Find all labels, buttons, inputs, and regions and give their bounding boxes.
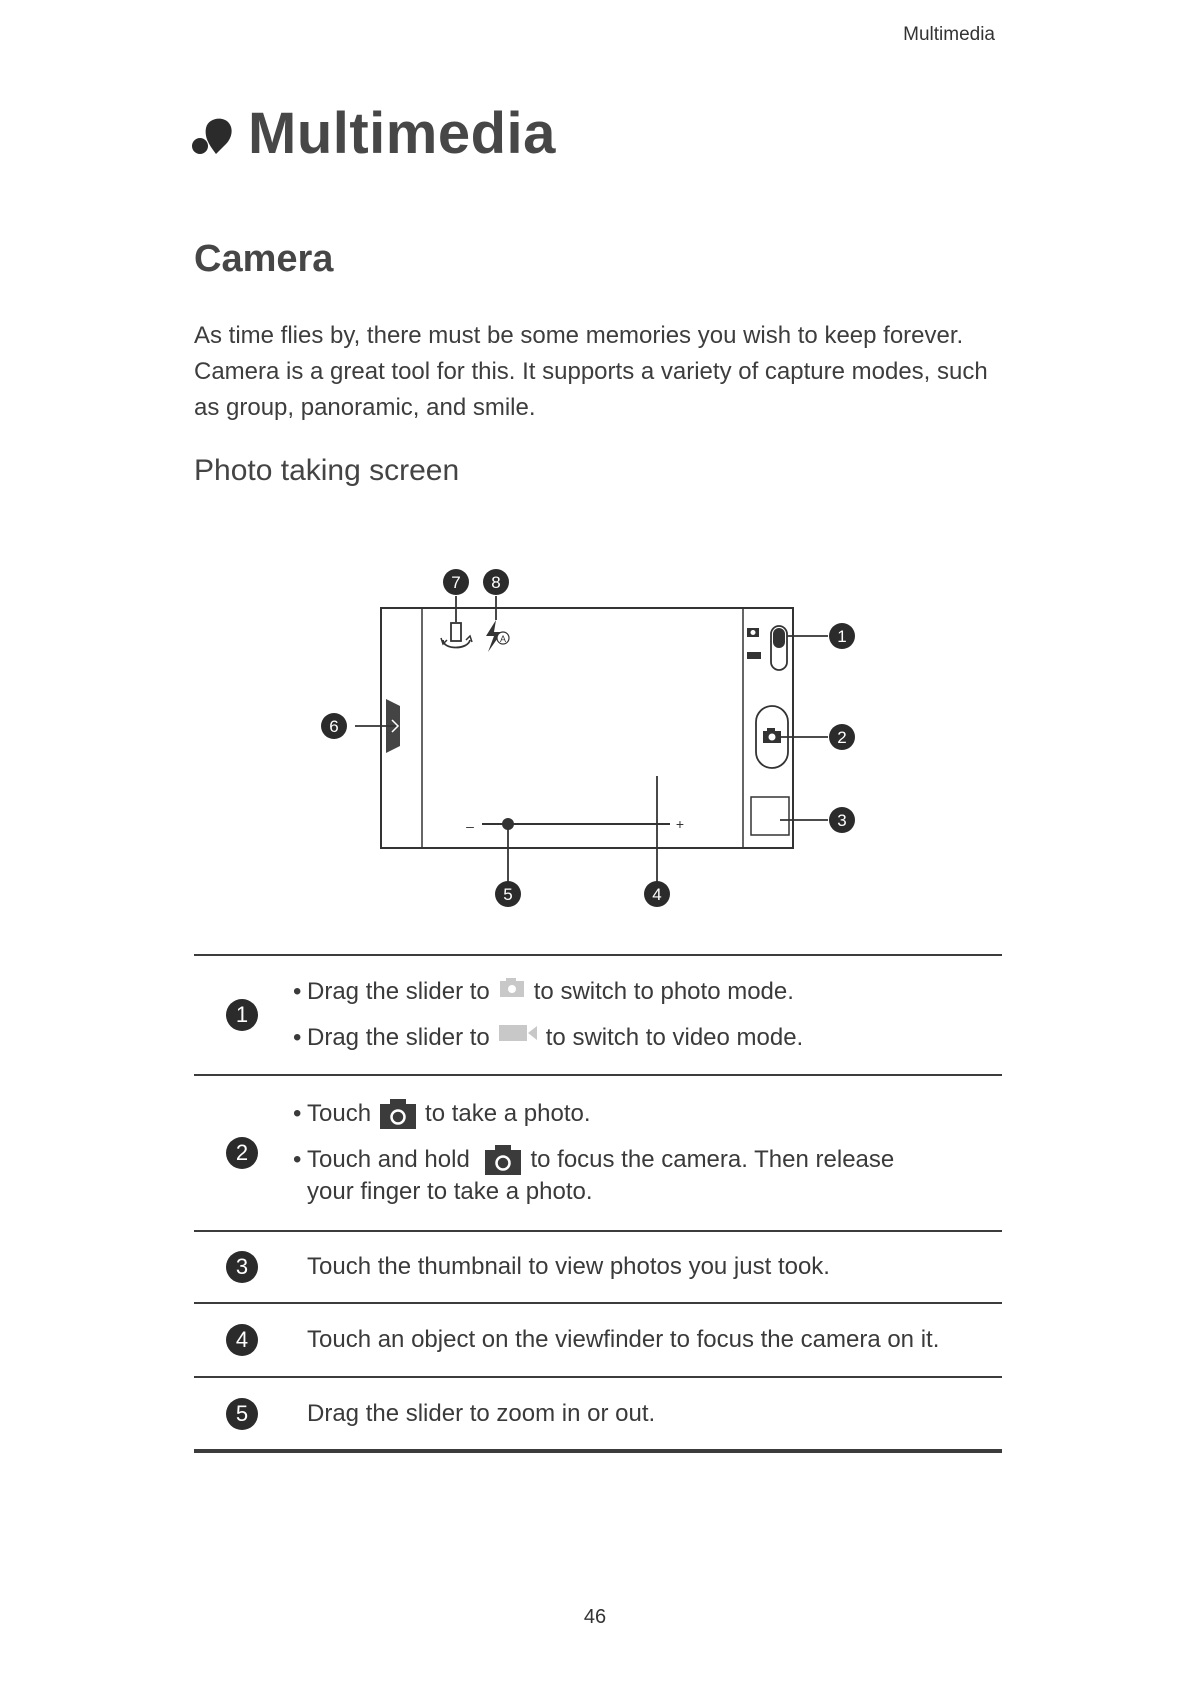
- music-note-icon: [188, 108, 240, 160]
- svg-text:A: A: [499, 634, 507, 644]
- list-item: • Drag the slider to to switch to video mode.: [293, 1024, 804, 1051]
- svg-text:6: 6: [329, 717, 339, 736]
- camera-icon: [498, 976, 526, 998]
- row-number-badge: 5: [226, 1398, 258, 1430]
- svg-text:3: 3: [837, 811, 847, 830]
- callout-7: [443, 569, 469, 595]
- list-item-text: Touch the thumbnail to view photos you just took.: [307, 1253, 830, 1280]
- callout-2: [829, 724, 855, 750]
- callout-8: [483, 569, 509, 595]
- callout-5: [495, 881, 521, 907]
- list-item: • Drag the slider to to switch to photo mode.: [293, 978, 794, 1005]
- legend-row: [194, 1231, 1002, 1303]
- callout-3: [829, 807, 855, 833]
- svg-text:1: 1: [837, 627, 847, 646]
- page-number: 46: [583, 1606, 607, 1628]
- legend-row: [194, 1075, 1002, 1231]
- list-item-text: Touch an object on the viewfinder to focus the camera on it.: [307, 1326, 940, 1353]
- chapter-title: Multimedia: [248, 101, 556, 166]
- subsection-title: Photo taking screen: [194, 454, 460, 487]
- svg-text:5: 5: [503, 885, 513, 904]
- chapter-heading: [188, 100, 556, 167]
- svg-text:2: 2: [837, 728, 847, 747]
- row-number-badge: 1: [226, 999, 258, 1031]
- row-number-badge: 4: [226, 1324, 258, 1356]
- shutter-camera-icon: [379, 1098, 417, 1130]
- row-number-badge: 2: [226, 1137, 258, 1169]
- running-header: Multimedia: [903, 24, 995, 45]
- svg-text:7: 7: [451, 573, 461, 592]
- legend-row: [194, 1303, 1002, 1377]
- thumbnail: [751, 797, 789, 835]
- video-camera-icon: [498, 1022, 538, 1044]
- callout-1: [829, 623, 855, 649]
- section-title: Camera: [194, 238, 334, 280]
- list-item-text: Drag the slider to zoom in or out.: [307, 1399, 656, 1427]
- legend-row: [194, 955, 1002, 1075]
- row-number-badge: 3: [226, 1251, 258, 1283]
- legend-table: [194, 954, 1002, 1453]
- photo-screen-diagram: [300, 556, 900, 916]
- list-item: • Touch to take a photo.: [293, 1098, 1002, 1130]
- svg-text:–: –: [466, 818, 474, 834]
- list-item: • Touch and hold to focus the camera. Then release your finger to take a photo.: [293, 1145, 895, 1206]
- shutter-camera-icon: [484, 1144, 522, 1176]
- callout-4: [644, 881, 670, 907]
- svg-text:+: +: [675, 816, 685, 832]
- intro-paragraph: As time flies by, there must be some memories you wish to keep forever. Camera is a great tool for this. It supports a variety of capture modes, such as group, panoramic, and smile.: [194, 322, 988, 421]
- svg-text:4: 4: [652, 885, 662, 904]
- callout-6: [321, 713, 347, 739]
- svg-text:8: 8: [491, 573, 501, 592]
- legend-row: [194, 1377, 1002, 1451]
